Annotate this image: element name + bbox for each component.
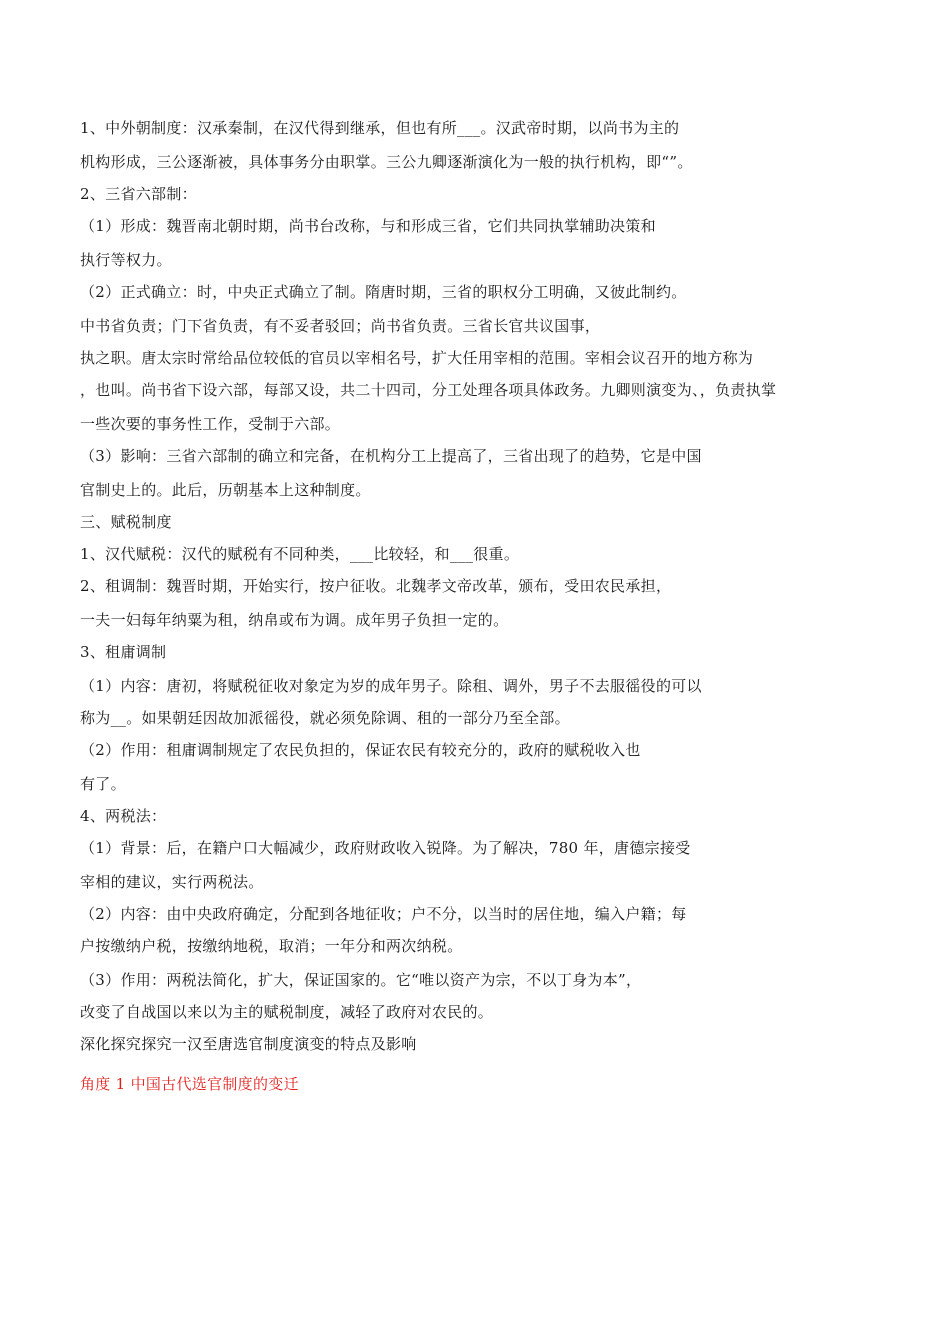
text-line: 户按缴纳户税，按缴纳地税，取消；一年分和两次纳税。 — [80, 937, 463, 955]
text-line: （1）形成：魏晋南北朝时期，尚书台改称，与和形成三省，它们共同执掌辅助决策和 — [80, 217, 656, 235]
section-heading: 2、三省六部制： — [80, 185, 197, 203]
text-line: 称为__。如果朝廷因故加派徭役，就必须免除调、租的一部分乃至全部。 — [80, 709, 570, 727]
text-line: （1）背景：后，在籍户口大幅减少，政府财政收入锐降。为了解决，780 年，唐德宗接受 — [80, 839, 691, 857]
text-line: 一夫一妇每年纳粟为租，纳帛或布为调。成年男子负担一定的。 — [80, 611, 509, 629]
text-line: （2）正式确立：时，中央正式确立了制。隋唐时期，三省的职权分工明确，又彼此制约。 — [80, 283, 687, 301]
section-heading: 深化探究探究一汉至唐选官制度演变的特点及影响 — [80, 1035, 417, 1053]
text-line: ，也叫。尚书省下设六部，每部又设，共二十四司，分工处理各项具体政务。九卿则演变为、，负责执掌 — [80, 381, 777, 399]
section-heading: 3、租庸调制 — [80, 643, 167, 661]
text-line: 宰相的建议，实行两税法。 — [80, 873, 264, 891]
text-line: 执之职。唐太宗时常给品位较低的官员以宰相名号，扩大任用宰相的范围。宰相会议召开的地方称为 — [80, 349, 754, 367]
text-line: 机构形成，三公逐渐被，具体事务分由职掌。三公九卿逐渐演化为一般的执行机构，即“”。 — [80, 153, 693, 171]
text-line: （3）影响：三省六部制的确立和完备，在机构分工上提高了，三省出现了的趋势，它是中国 — [80, 447, 702, 465]
text-line: 有了。 — [80, 775, 126, 793]
text-line: 2、租调制：魏晋时期，开始实行，按户征收。北魏孝文帝改革，颁布，受田农民承担， — [80, 577, 672, 595]
section-heading: 4、两税法： — [80, 807, 167, 825]
text-line: 改变了自战国以来以为主的赋税制度，减轻了政府对农民的。 — [80, 1003, 494, 1021]
text-line: （2）内容：由中央政府确定，分配到各地征收；户不分，以当时的居住地，编入户籍；每 — [80, 905, 687, 923]
text-line: 执行等权力。 — [80, 251, 172, 269]
text-line: 1、汉代赋税：汉代的赋税有不同种类，___比较轻，和___很重。 — [80, 545, 520, 563]
section-heading: 三、赋税制度 — [80, 513, 172, 531]
text-line: （1）内容：唐初，将赋税征收对象定为岁的成年男子。除租、调外，男子不去服徭役的可以 — [80, 677, 702, 695]
text-line: 中书省负责；门下省负责，有不妥者驳回；尚书省负责。三省长官共议国事， — [80, 317, 601, 335]
text-line: （3）作用：两税法简化，扩大，保证国家的。它“唯以资产为宗，不以丁身为本”， — [80, 971, 642, 989]
text-line: 一些次要的事务性工作，受制于六部。 — [80, 415, 341, 433]
text-line: 官制史上的。此后，历朝基本上这种制度。 — [80, 481, 371, 499]
text-line: 1、中外朝制度：汉承秦制，在汉代得到继承，但也有所___。汉武帝时期，以尚书为主的 — [80, 119, 680, 137]
red-subheading: 角度 1 中国古代选官制度的变迁 — [80, 1075, 299, 1093]
text-line: （2）作用：租庸调制规定了农民负担的，保证农民有较充分的，政府的赋税收入也 — [80, 741, 641, 759]
